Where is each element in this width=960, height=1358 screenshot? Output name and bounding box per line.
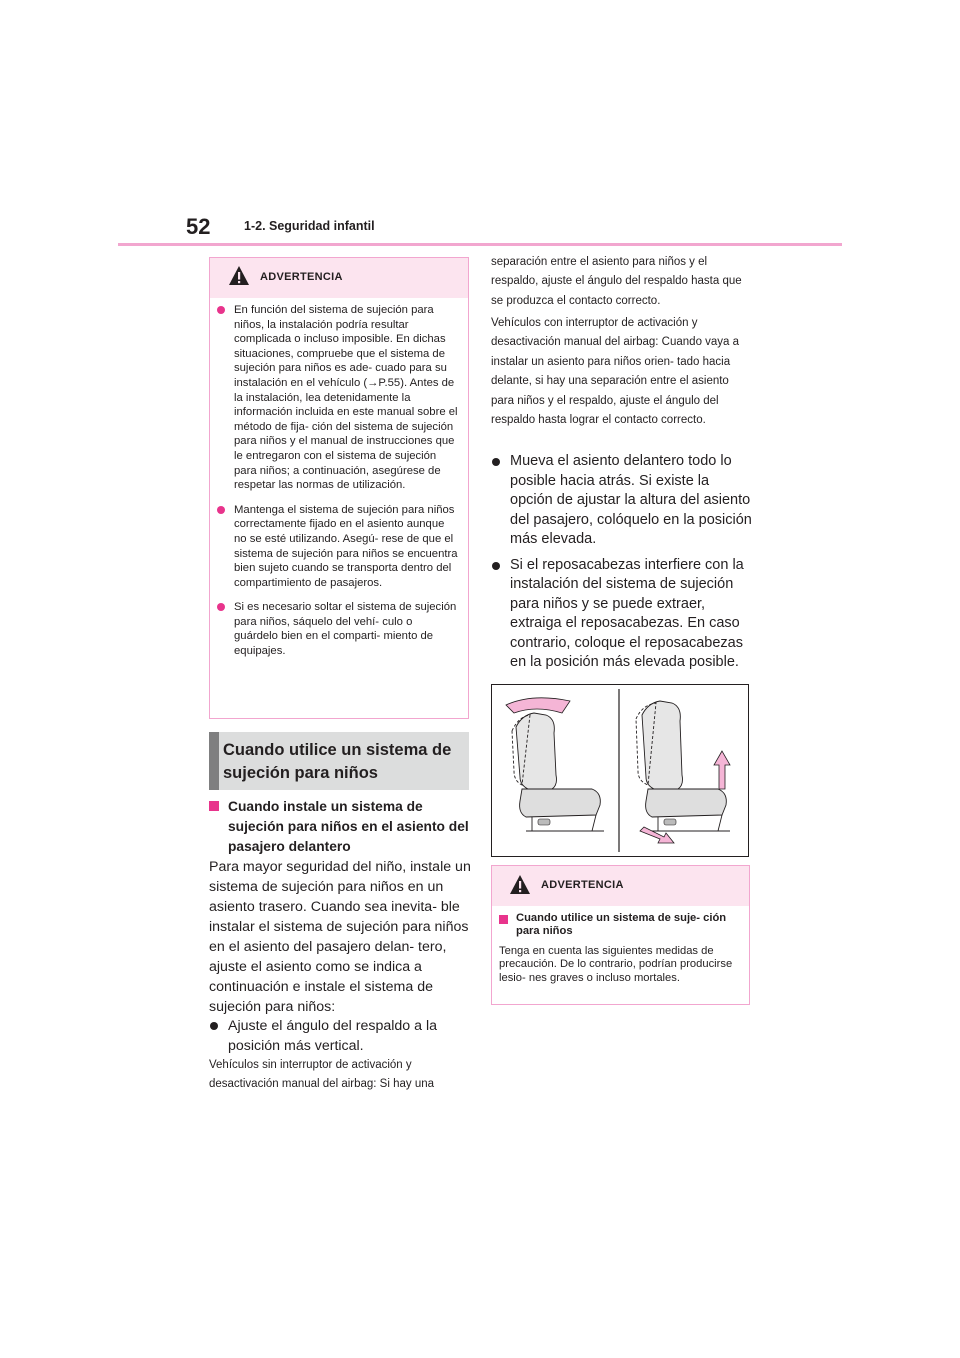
- seat-left-icon: [506, 698, 604, 831]
- bullet-item: [209, 1016, 492, 1056]
- warning-box: [209, 257, 469, 719]
- bullet-text: Ajuste el ángulo del respaldo a la posición más vertical.: [228, 1018, 438, 1054]
- warning-subheading: [492, 906, 749, 939]
- warning-item: [217, 303, 458, 493]
- bullet-item: [491, 556, 753, 673]
- warning-item-text: Si es necesario soltar el sistema de sujeción para niños, sáquelo del vehí- culo o guárdelo bien en el comparti- miento de equipajes.: [234, 601, 457, 658]
- warning-item: [217, 503, 458, 591]
- bullet-list: [491, 452, 753, 679]
- warning-item-text: Mantenga el sistema de sujeción para niños correctamente fijado en el asiento aunque no se esté utilizando. Asegú- rese de que el sistema de sujeción para niños se encuentra bien sujeto cuando se transporta dentro del compartimiento de pasajeros.: [234, 503, 458, 589]
- warning-item-text: En función del sistema de sujeción para niños, la instalación podría resultar complicada o incluso imposible. En dichas situaciones, compruebe que el sistema de sujeción para niños es ade- cuado para su instalación en el vehículo (→P.55). Antes de la instalación, lea detenidamente la información incluida en este manual sobre el método de fija- ción del sistema de sujeción para niños y el manual de instrucciones que le entregaron con el sistema de sujeción para niños; a continuación, asegúrese de respetar las normas de utilización.: [234, 304, 458, 492]
- warning-header: [210, 258, 468, 298]
- warning-box: [491, 865, 750, 1005]
- warning-text: Tenga en cuenta las siguientes medidas de precaución. De lo contrario, podrían producirse lesio- nes graves o incluso mortales.: [499, 944, 733, 984]
- section-title: 1-2. Seguridad infantil: [244, 219, 375, 233]
- note-text-continued: separación entre el asiento para niños y el respaldo, ajuste el ángulo del respaldo hasta que se produzca el contacto correcto.: [491, 256, 742, 307]
- subsection-heading: [209, 797, 479, 857]
- bullet-dot-icon: [492, 458, 500, 466]
- page-number: 52: [186, 214, 211, 239]
- bullet-item: [491, 452, 753, 550]
- bullet-text: Mueva el asiento delantero todo lo posible hacia atrás. Si existe la opción de ajustar la altura del asiento del pasajero, colóquelo en la posición más elevada.: [510, 453, 752, 547]
- seat-adjustment-figure: [491, 684, 749, 857]
- seat-illustration: [492, 685, 748, 856]
- bullet-icon: [217, 306, 225, 314]
- warning-triangle-icon: [228, 265, 250, 287]
- warning-item: [217, 600, 458, 658]
- square-bullet-icon: [209, 801, 219, 811]
- warning-triangle-icon: [509, 874, 531, 896]
- bullet-dot-icon: [210, 1022, 218, 1030]
- bullet-text: Si el reposacabezas interfiere con la instalación del sistema de sujeción para niños y se puede extraer, extraiga el reposacabezas. En caso contrario, coloque el reposacabezas en la posición más elevada posible.: [510, 556, 744, 670]
- note-text: Vehículos sin interruptor de activación y desactivación manual del airbag: Si hay una: [209, 1059, 435, 1091]
- bullet-icon: [217, 506, 225, 514]
- note-text: Vehículos con interruptor de activación y desactivación manual del airbag: Cuando vaya a instalar un asiento para niños orien- tado hacia delante, si hay una separación entre el asiento para niños y el respaldo, ajuste el ángulo del respaldo hasta lograr el contacto correcto.: [491, 317, 740, 427]
- seat-right-icon: [636, 701, 730, 843]
- square-bullet-icon: [499, 915, 508, 924]
- warning-title: ADVERTENCIA: [260, 271, 343, 283]
- warning-header: [492, 866, 749, 906]
- warning-subheading-text: Cuando utilice un sistema de suje- ción para niños: [516, 912, 727, 938]
- header-rule: [118, 243, 842, 246]
- bullet-dot-icon: [492, 562, 500, 570]
- warning-title: ADVERTENCIA: [541, 879, 624, 891]
- bullet-icon: [217, 603, 225, 611]
- section-heading: Cuando utilice un sistema de sujeción para niños: [209, 732, 469, 790]
- body-paragraph: Para mayor seguridad del niño, instale un sistema de sujeción para niños en un asiento trasero. Cuando sea inevita- ble instalar el sistema de sujeción para niños en el asiento del pasajero delan- tero, ajuste el asiento como se indica a continuación e instale el sistema de sujeción para niños:: [209, 859, 471, 1015]
- subsection-heading-text: Cuando instale un sistema de sujeción para niños en el asiento del pasajero delantero: [228, 799, 469, 854]
